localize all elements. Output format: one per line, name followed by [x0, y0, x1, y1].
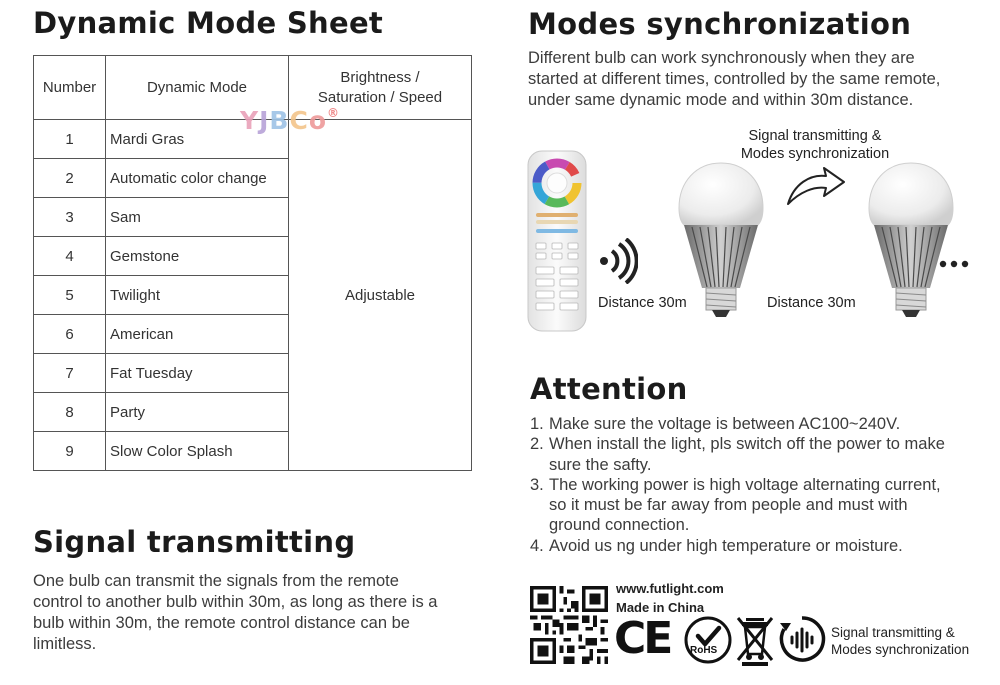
ellipsis-dots-icon — [938, 258, 972, 270]
attention-list — [530, 414, 990, 556]
row-mode: Mardi Gras — [106, 120, 289, 159]
signal-waves-icon — [598, 238, 638, 284]
header-dynamic-mode: Dynamic Mode — [106, 56, 289, 120]
row-number: 2 — [34, 159, 106, 198]
item-line: When install the light, pls switch off the power to make — [549, 435, 945, 454]
row-number: 4 — [34, 237, 106, 276]
made-in-text: Made in China — [616, 600, 705, 615]
diagram-label — [735, 127, 895, 163]
ce-mark-icon: CE — [614, 613, 671, 664]
signal-line: bulb within 30m, the remote control distance can be — [33, 614, 410, 632]
header-number: Number — [34, 56, 106, 120]
item-number: 3. — [530, 475, 544, 494]
row-mode: Party — [106, 393, 289, 432]
item-line: so it must be far away from people and must with — [549, 496, 908, 515]
adjustable-cell: Adjustable — [289, 120, 472, 471]
row-mode: Sam — [106, 198, 289, 237]
header-brightness-line2: Saturation / Speed — [317, 88, 443, 106]
signal-title: Signal transmitting — [33, 525, 356, 559]
row-mode: Slow Color Splash — [106, 432, 289, 471]
sync-arrow-icon — [784, 166, 850, 212]
row-mode: Gemstone — [106, 237, 289, 276]
footer-sync-line1: Signal transmitting & — [831, 625, 955, 640]
qr-code-icon — [530, 586, 608, 664]
rohs-text: RoHS — [690, 645, 718, 656]
diagram-label-line1: Signal transmitting & — [748, 128, 882, 144]
watermark-logo — [240, 106, 340, 135]
sync-title: Modes synchronization — [528, 7, 912, 41]
sync-line: Different bulb can work synchronously when they are — [528, 49, 915, 67]
sync-paragraph — [528, 48, 940, 111]
footer-sync-line2: Modes synchronization — [831, 642, 970, 657]
item-line: ground connection. — [549, 516, 690, 535]
row-number: 3 — [34, 198, 106, 237]
row-number: 7 — [34, 354, 106, 393]
item-number: 4. — [530, 536, 544, 555]
item-line: Make sure the voltage is between AC100~240V. — [549, 415, 901, 433]
watermark-letter: C — [289, 106, 309, 135]
watermark-letter: J — [259, 106, 270, 135]
distance-label-2: Distance 30m — [767, 295, 856, 311]
row-mode: American — [106, 315, 289, 354]
attention-title: Attention — [530, 372, 688, 406]
sync-line: started at different times, controlled by the same remote, — [528, 70, 941, 88]
remote-control-icon — [526, 149, 588, 333]
item-line: sure the safty. — [549, 455, 652, 474]
website-text: www.futlight.com — [616, 581, 724, 596]
list-item — [530, 414, 990, 434]
sync-mode-icon — [778, 615, 826, 663]
signal-line: One bulb can transmit the signals from the remote — [33, 572, 399, 590]
item-line: The working power is high voltage alternating current, — [549, 475, 941, 494]
row-mode: Twilight — [106, 276, 289, 315]
sync-line: under same dynamic mode and within 30m distance. — [528, 91, 914, 109]
watermark-letter: B — [269, 106, 290, 135]
row-mode: Fat Tuesday — [106, 354, 289, 393]
footer-sync-label — [831, 624, 969, 658]
bulb-icon — [676, 160, 766, 320]
list-item — [530, 536, 990, 556]
item-line: Avoid us ng under high temperature or moisture. — [549, 536, 903, 555]
distance-label-1: Distance 30m — [598, 295, 687, 311]
signal-line: control to another bulb within 30m, as long as there is a — [33, 593, 438, 611]
watermark-registered: ® — [327, 106, 341, 120]
item-number: 1. — [530, 415, 544, 433]
watermark-letter: Y — [240, 106, 260, 135]
row-number: 9 — [34, 432, 106, 471]
row-mode: Automatic color change — [106, 159, 289, 198]
dynamic-mode-title: Dynamic Mode Sheet — [33, 6, 384, 40]
signal-line: limitless. — [33, 635, 97, 653]
watermark-letter: o — [308, 106, 328, 135]
bulb-icon — [866, 160, 956, 320]
list-item — [530, 434, 990, 475]
diagram-label-line2: Modes synchronization — [740, 146, 890, 162]
list-item — [530, 475, 990, 536]
signal-paragraph — [33, 571, 437, 655]
weee-bin-icon — [736, 614, 774, 666]
row-number: 1 — [34, 120, 106, 159]
row-number: 6 — [34, 315, 106, 354]
row-number: 5 — [34, 276, 106, 315]
row-number: 8 — [34, 393, 106, 432]
rohs-icon — [684, 616, 732, 664]
item-number: 2. — [530, 435, 544, 454]
header-brightness-line1: Brightness / — [340, 68, 420, 86]
